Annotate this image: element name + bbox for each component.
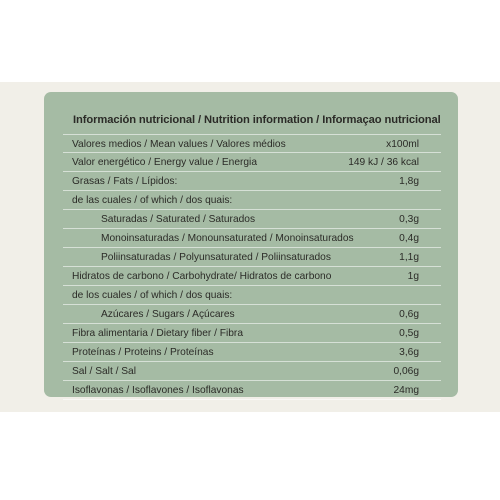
row-value: 0,06g bbox=[393, 366, 419, 377]
row-value: 0,4g bbox=[399, 233, 419, 244]
row-value: 24mg bbox=[393, 385, 419, 396]
row-label: Monoinsaturadas / Monounsaturated / Monoinsaturados bbox=[101, 233, 354, 244]
header-unit: x100ml bbox=[386, 139, 419, 150]
row-polyunsaturated bbox=[63, 248, 441, 267]
row-carbohydrate-of-which bbox=[63, 286, 441, 305]
row-label: Proteínas / Proteins / Proteínas bbox=[72, 347, 214, 358]
background-bottom bbox=[0, 412, 500, 500]
row-label: Isoflavonas / Isoflavones / Isoflavonas bbox=[72, 385, 244, 396]
row-value: 3,6g bbox=[399, 347, 419, 358]
row-label: Sal / Salt / Sal bbox=[72, 366, 136, 377]
header-label: Valores medios / Mean values / Valores médios bbox=[72, 139, 286, 150]
row-label: Grasas / Fats / Lípidos: bbox=[72, 176, 178, 187]
nutrition-table bbox=[63, 102, 441, 400]
row-label: de los cuales / of which / dos quais: bbox=[72, 290, 233, 301]
row-value: 1g bbox=[407, 271, 419, 282]
row-label: Fibra alimentaria / Dietary fiber / Fibra bbox=[72, 328, 243, 339]
row-fats-of-which bbox=[63, 191, 441, 210]
row-label: Saturadas / Saturated / Saturados bbox=[101, 214, 256, 225]
background-top bbox=[0, 0, 500, 82]
row-label: de las cuales / of which / dos quais: bbox=[72, 195, 233, 206]
row-label: Hidratos de carbono / Carbohydrate/ Hidratos de carbono bbox=[72, 271, 332, 282]
row-energy bbox=[63, 153, 441, 172]
row-value: 0,3g bbox=[399, 214, 419, 225]
row-saturated bbox=[63, 210, 441, 229]
row-label: Poliinsaturadas / Polyunsaturated / Poliinsaturados bbox=[101, 252, 331, 263]
row-value: 1,1g bbox=[399, 252, 419, 263]
row-salt bbox=[63, 362, 441, 381]
row-value: 0,6g bbox=[399, 309, 419, 320]
row-label: Valor energético / Energy value / Energia bbox=[72, 157, 257, 168]
row-value: 149 kJ / 36 kcal bbox=[348, 157, 419, 168]
nutrition-title: Información nutricional / Nutrition information / Informaçao nutricional bbox=[73, 114, 441, 126]
row-label: Azúcares / Sugars / Açúcares bbox=[101, 309, 235, 320]
row-fats bbox=[63, 172, 441, 191]
row-isoflavones bbox=[63, 381, 441, 400]
row-carbohydrate bbox=[63, 267, 441, 286]
row-monounsaturated bbox=[63, 229, 441, 248]
table-header-row bbox=[63, 134, 441, 153]
row-proteins bbox=[63, 343, 441, 362]
row-sugars bbox=[63, 305, 441, 324]
row-value: 1,8g bbox=[399, 176, 419, 187]
row-value: 0,5g bbox=[399, 328, 419, 339]
row-fiber bbox=[63, 324, 441, 343]
